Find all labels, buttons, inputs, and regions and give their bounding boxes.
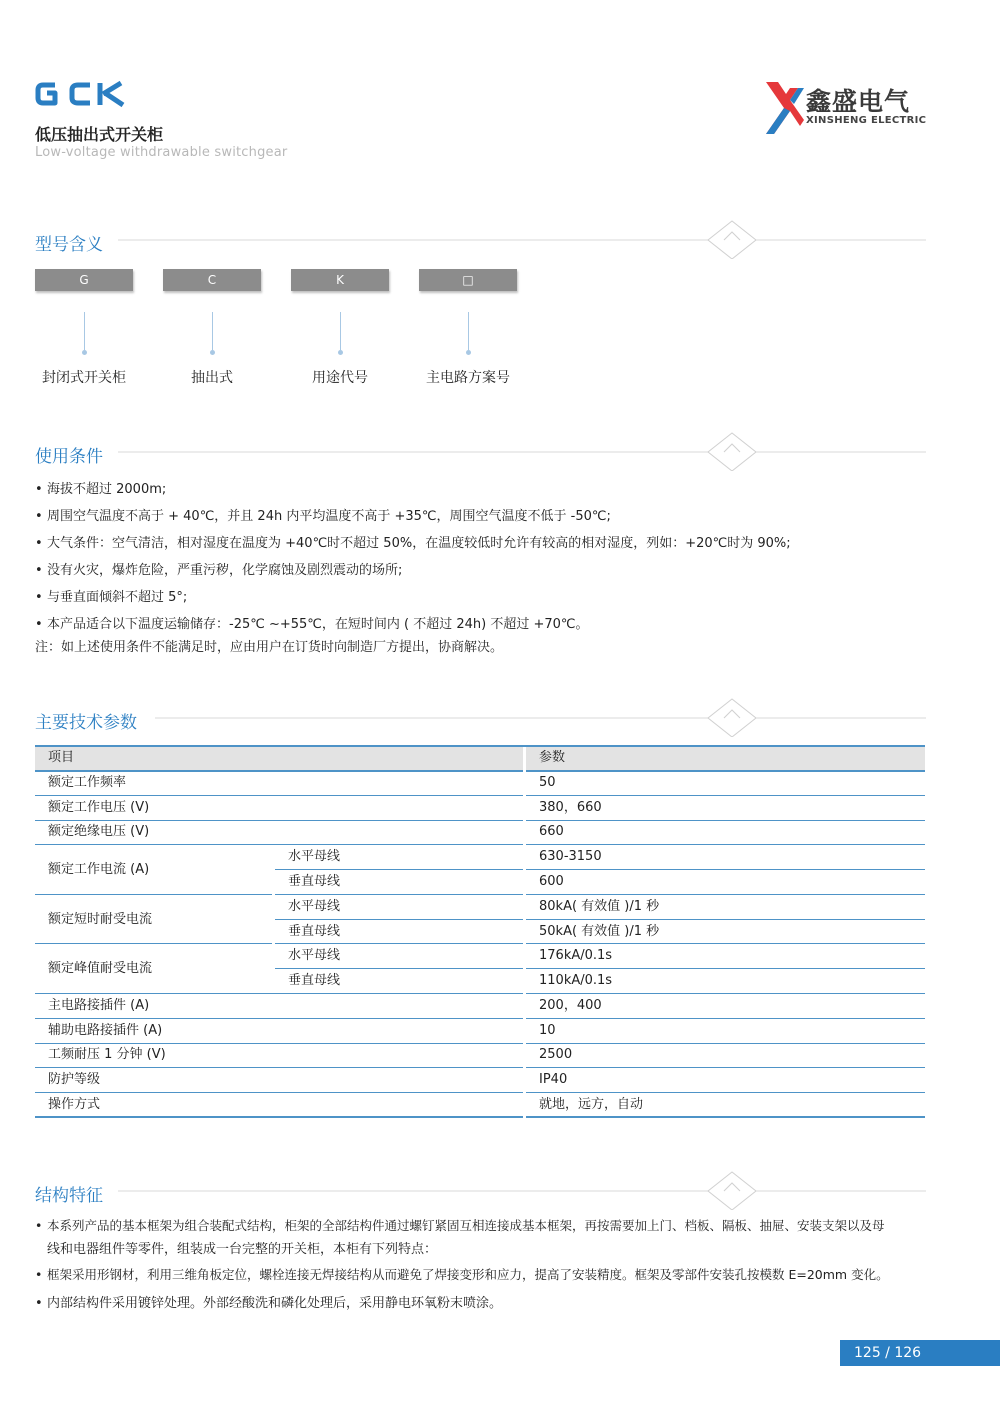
table-cell-value: 110kA/0.1s [539, 973, 613, 988]
table-cell-sub: 垂直母线 [288, 924, 341, 939]
list-item: • 框架采用形钢材，利用三维角板定位，螺栓连接无焊接结构从而避免了焊接变形和应力，提高了安装精度。框架及零部件安装孔按模数 E=20mm 变化。 [35, 1267, 889, 1282]
section-title-params: 主要技术参数 [35, 713, 137, 733]
section-divider-params [155, 697, 926, 737]
table-cell-sub: 水平母线 [288, 849, 341, 864]
list-item: • 内部结构件采用镀锌处理。外部经酸洗和磷化处理后，采用静电环氧粉末喷涂。 [35, 1296, 503, 1311]
page-title-en: Low-voltage withdrawable switchgear [35, 145, 288, 160]
model-connector [340, 312, 341, 350]
table-cell-sub: 垂直母线 [288, 874, 341, 889]
section-divider-structure [118, 1170, 926, 1210]
conditions-list [35, 478, 935, 658]
list-item: • 没有火灾，爆炸危险，严重污秽，化学腐蚀及剧烈震动的场所; [35, 563, 403, 578]
table-cell-value: 600 [539, 874, 564, 889]
table-cell-value: 50 [539, 775, 556, 790]
table-cell-item: 防护等级 [48, 1072, 101, 1087]
table-cell-item: 额定工作电流 (A) [48, 862, 150, 877]
model-box-k: K [291, 269, 389, 291]
list-item: • 与垂直面倾斜不超过 5°; [35, 590, 188, 605]
table-cell-value: 就地，远方，自动 [539, 1097, 644, 1112]
table-cell-item: 额定短时耐受电流 [48, 912, 153, 927]
list-item: • 周围空气温度不高于 + 40℃，并且 24h 内平均温度不高于 +35℃，周围空气温度不低于 -50℃; [35, 509, 611, 524]
table-cell-value: 176kA/0.1s [539, 948, 613, 963]
table-cell-item: 操作方式 [48, 1097, 101, 1112]
model-box-g: G [35, 269, 133, 291]
xinsheng-logo-mark [760, 78, 804, 138]
model-connector-dot [338, 350, 343, 355]
model-box-c: C [163, 269, 261, 291]
table-cell-sub: 水平母线 [288, 899, 341, 914]
model-connector [212, 312, 213, 350]
table-header-item: 项目 [35, 745, 523, 771]
model-connector-dot [466, 350, 471, 355]
table-cell-value: 200，400 [539, 998, 602, 1013]
table-cell-value: 50kA( 有效值 )/1 秒 [539, 924, 660, 939]
table-cell-sub: 水平母线 [288, 948, 341, 963]
model-connector [84, 312, 85, 350]
model-connector-dot [210, 350, 215, 355]
table-cell-item: 额定工作电压 (V) [48, 800, 150, 815]
list-item: • 本系列产品的基本框架为组合装配式结构，柜架的全部结构件通过螺钉紧固互相连接成基本框架，再按需要加上门、档板、隔板、抽屉、安装支架以及母 [35, 1218, 885, 1233]
params-table [35, 745, 925, 1120]
table-cell-item: 主电路接插件 (A) [48, 998, 150, 1013]
table-cell-value: 2500 [539, 1047, 573, 1062]
table-cell-item: 额定工作频率 [48, 775, 127, 790]
table-cell-value: 380，660 [539, 800, 602, 815]
table-cell-value: IP40 [539, 1072, 568, 1087]
page-title-cn: 低压抽出式开关柜 [35, 125, 164, 144]
model-label: 抽出式 [191, 370, 233, 386]
list-item: • 本产品适合以下温度运输储存：-25℃ ~+55℃，在短时间内 ( 不超过 24h) 不超过 +70℃。 [35, 617, 589, 632]
table-cell-value: 630-3150 [539, 849, 602, 864]
structure-list [35, 1216, 940, 1316]
table-cell-sub: 垂直母线 [288, 973, 341, 988]
section-title-model: 型号含义 [35, 235, 103, 255]
table-cell-value: 10 [539, 1023, 556, 1038]
model-label: 用途代号 [312, 370, 368, 386]
conditions-note: 注：如上述使用条件不能满足时，应由用户在订货时向制造厂方提出，协商解决。 [35, 640, 504, 655]
table-cell-item: 额定绝缘电压 (V) [48, 824, 150, 839]
table-rule [35, 1116, 523, 1118]
list-item: • 海拔不超过 2000m; [35, 482, 167, 497]
table-cell-item: 工频耐压 1 分钟 (V) [48, 1047, 166, 1062]
table-cell-value: 660 [539, 824, 564, 839]
brand-name-cn: 鑫盛电气 [806, 87, 911, 116]
page-number: 125 / 126 [840, 1340, 1000, 1366]
model-label: 主电路方案号 [426, 370, 510, 386]
table-cell-item: 额定峰值耐受电流 [48, 961, 153, 976]
table-header-value: 参数 [526, 745, 925, 771]
model-connector-dot [82, 350, 87, 355]
brand-name-en: XINSHENG ELECTRIC [806, 115, 927, 126]
table-cell-item: 辅助电路接插件 (A) [48, 1023, 163, 1038]
table-rule [526, 1116, 925, 1118]
model-box-scheme: □ [419, 269, 517, 291]
list-item: • 大气条件：空气清洁，相对湿度在温度为 +40℃时不超过 50%，在温度较低时允许有较高的相对湿度，列如：+20℃时为 90%; [35, 536, 791, 551]
section-title-conditions: 使用条件 [35, 447, 103, 467]
list-item-continuation: 线和电器组件等零件，组装成一台完整的开关柜，本柜有下列特点： [47, 1242, 438, 1257]
model-connector [468, 312, 469, 350]
table-cell-value: 80kA( 有效值 )/1 秒 [539, 899, 660, 914]
section-divider-conditions [118, 431, 926, 471]
model-label: 封闭式开关柜 [42, 370, 126, 386]
table-rule [35, 745, 925, 747]
section-title-structure: 结构特征 [35, 1186, 103, 1206]
gck-logo [35, 80, 131, 108]
section-divider-model [118, 219, 926, 259]
